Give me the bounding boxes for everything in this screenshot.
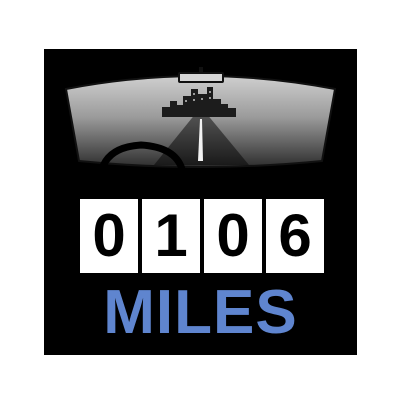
odometer-digit: 0 — [204, 199, 262, 273]
rearview-mirror-icon — [179, 67, 223, 82]
odometer — [80, 199, 324, 273]
unit-label: MILES — [103, 278, 298, 347]
odometer-digit: 1 — [142, 199, 200, 273]
miles-logo — [44, 49, 357, 355]
dashboard — [57, 163, 344, 199]
odometer-digit: 0 — [80, 199, 138, 273]
odometer-digit: 6 — [266, 199, 324, 273]
windshield-scene — [44, 49, 357, 199]
